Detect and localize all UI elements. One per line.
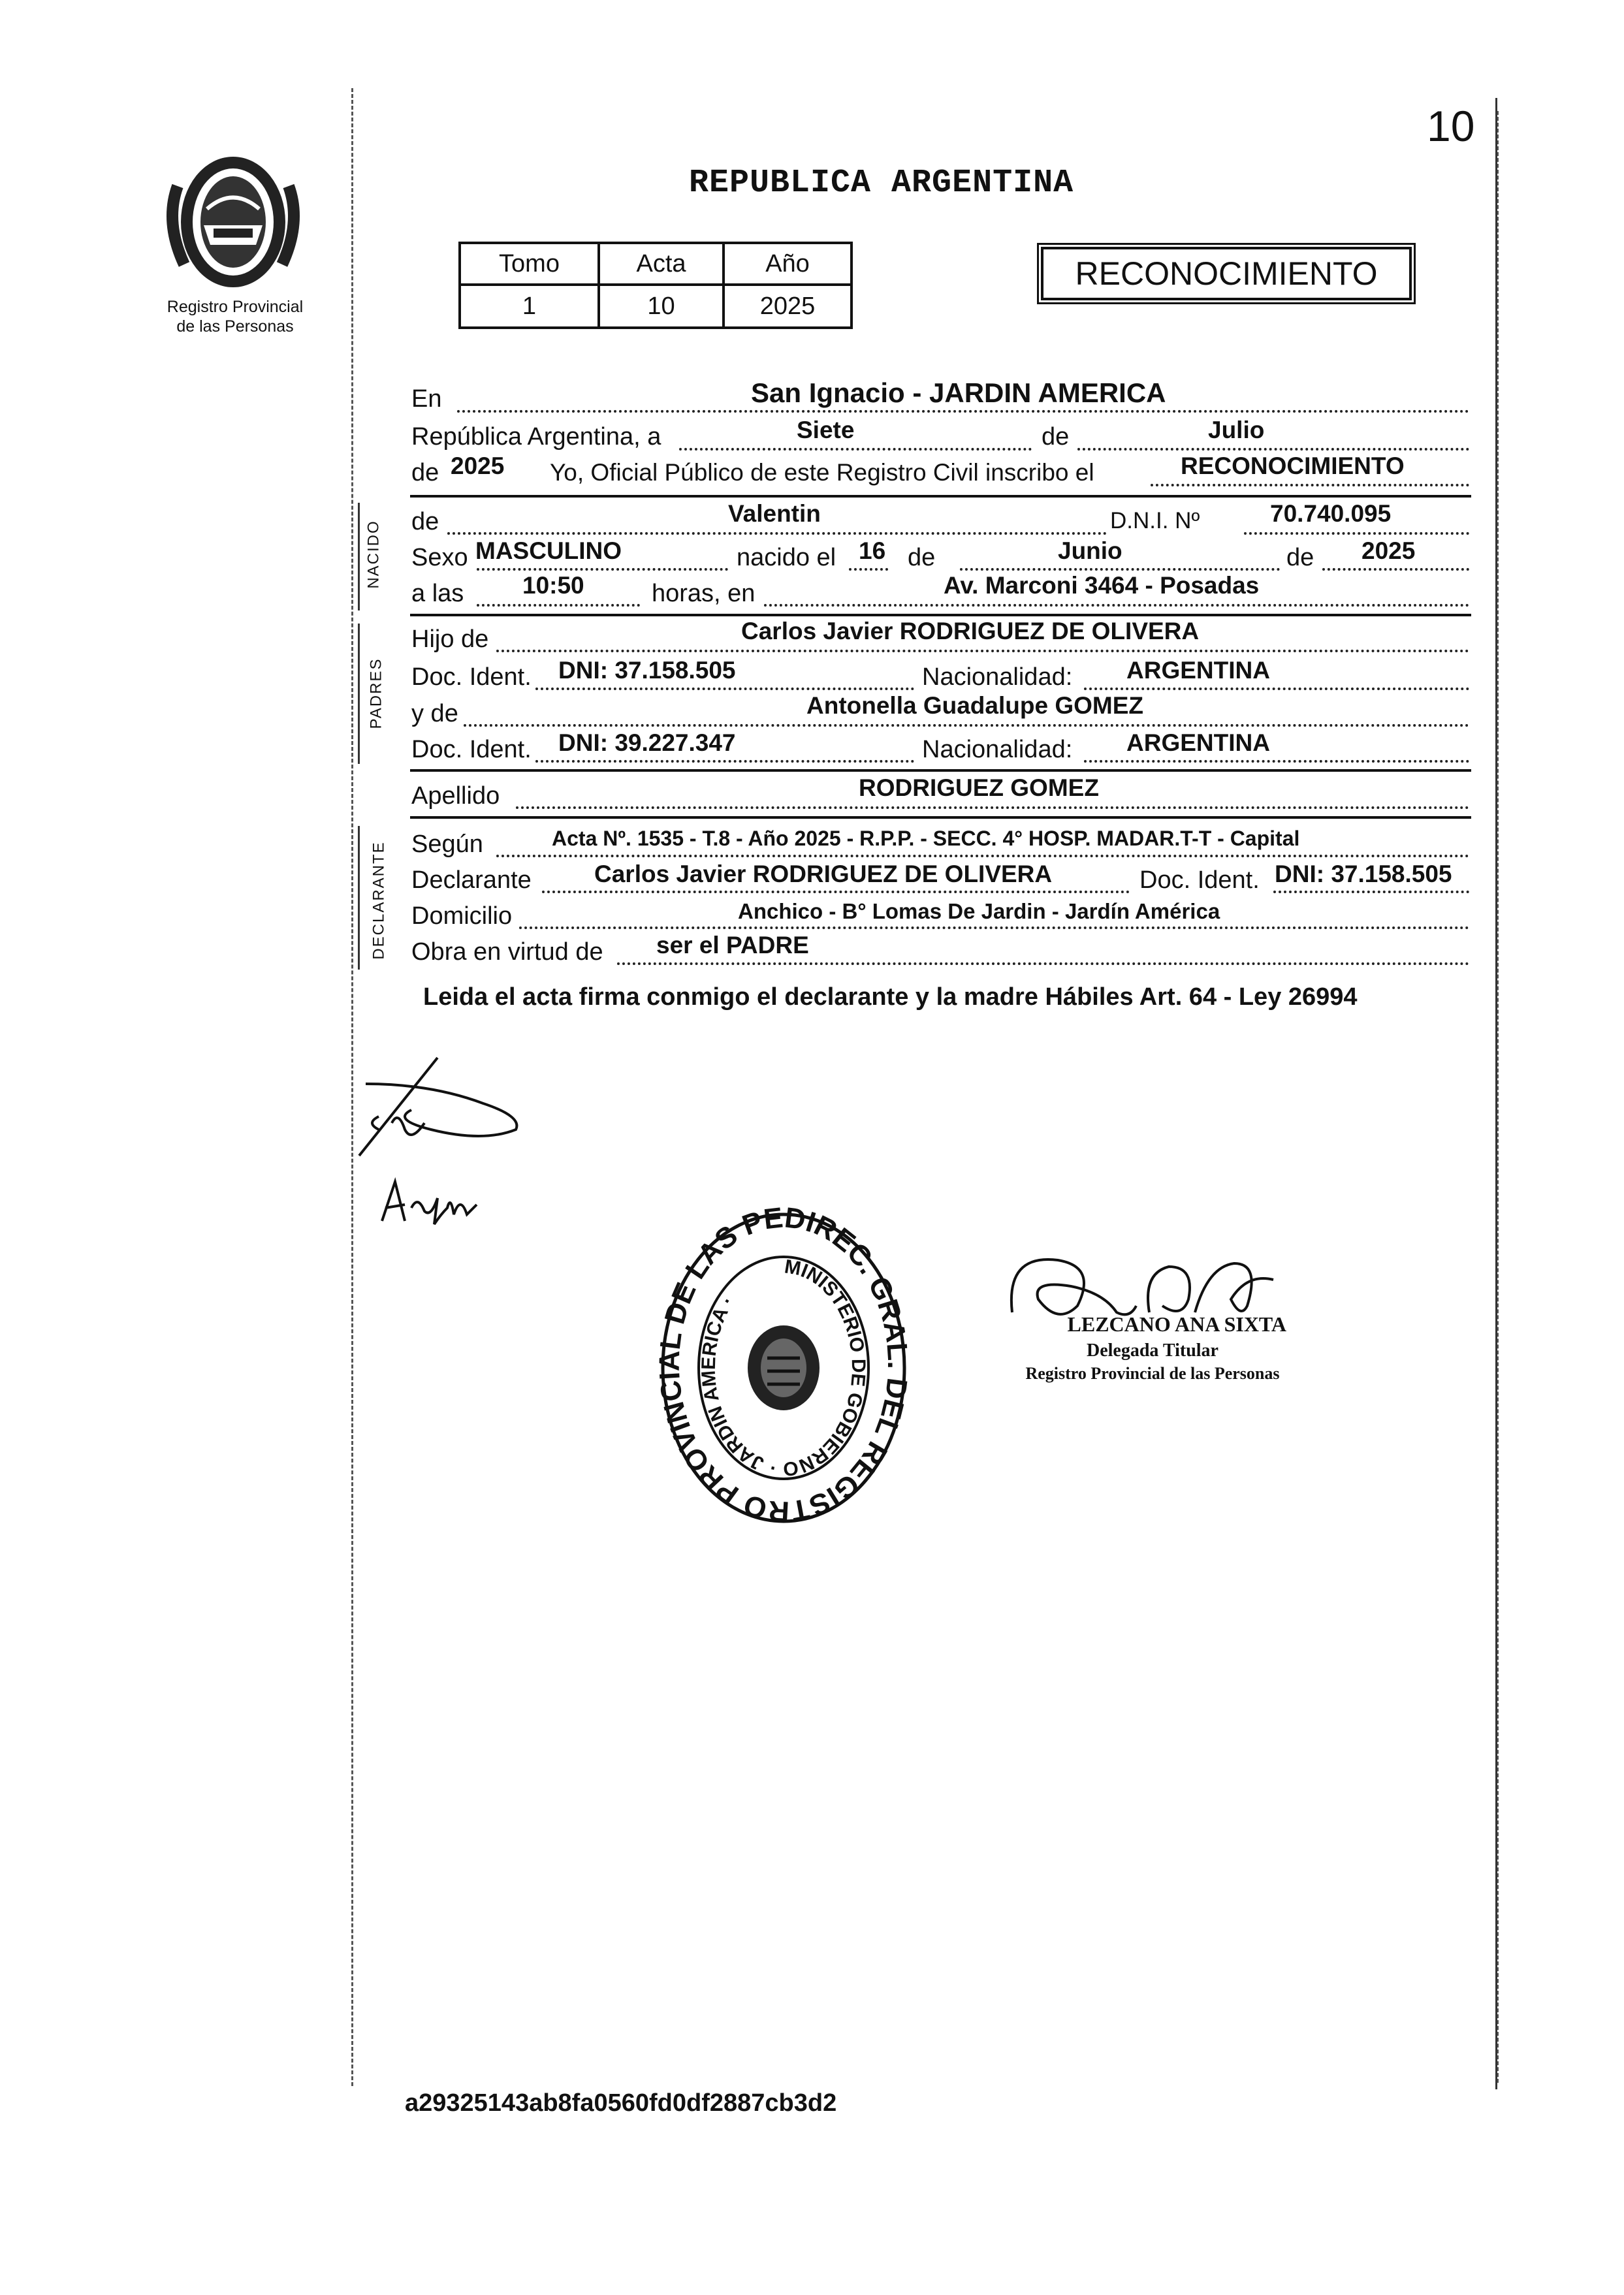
section-bracket <box>358 624 360 764</box>
dotted-line <box>477 568 728 571</box>
dotted-line <box>516 806 1469 809</box>
birth-day: 16 <box>859 537 886 564</box>
dotted-line <box>477 604 640 607</box>
domicilio-label: Domicilio <box>411 902 513 930</box>
dotted-line <box>764 604 1469 607</box>
separator <box>410 816 1471 819</box>
en-label: En <box>411 385 442 413</box>
mother-doc: DNI: 39.227.347 <box>558 729 736 756</box>
dotted-line <box>849 568 888 571</box>
yde-label: y de <box>411 700 458 727</box>
misiones-logo <box>158 147 308 297</box>
segun-value: Acta Nº. 1535 - T.8 - Año 2025 - R.P.P. - SECC. 4° HOSP. MADAR.T-T - Capital <box>552 827 1300 850</box>
dotted-line <box>1244 532 1469 535</box>
nacionalidad-label: Nacionalidad: <box>922 736 1073 763</box>
de-label: de <box>411 508 439 535</box>
table-cell: 2025 <box>724 285 852 328</box>
child-dni: 70.740.095 <box>1270 500 1392 527</box>
dotted-line <box>1151 484 1469 486</box>
official-title: Delegada Titular <box>1087 1340 1218 1361</box>
mother-nationality: ARGENTINA <box>1126 729 1270 756</box>
dotted-line <box>617 962 1469 965</box>
year-value: 2025 <box>451 452 505 479</box>
separator <box>410 769 1471 772</box>
de-label: de <box>411 459 439 486</box>
table-cell: 1 <box>460 285 599 328</box>
mother-name: Antonella Guadalupe GOMEZ <box>806 692 1143 719</box>
seal-inner-text: MINISTERIO DE GOBIERNO · JARDIN AMERICA · <box>697 1256 870 1480</box>
nacionalidad-label: Nacionalidad: <box>922 663 1073 691</box>
official-name: LEZCANO ANA SIXTA <box>1067 1312 1286 1336</box>
de-label: de <box>1042 423 1070 451</box>
domicilio-value: Anchico - B° Lomas De Jardin - Jardín América <box>738 899 1220 923</box>
child-name: Valentin <box>728 500 821 527</box>
birth-address: Av. Marconi 3464 - Posadas <box>944 572 1260 599</box>
dotted-line <box>960 568 1280 571</box>
document-hash: a29325143ab8fa0560fd0df2887cb3d2 <box>405 2089 837 2117</box>
section-label-declarante: DECLARANTE <box>370 841 388 960</box>
section-bracket <box>358 503 360 610</box>
dotted-line <box>535 688 914 690</box>
dotted-line <box>542 891 1130 893</box>
inscribo-label: Yo, Oficial Público de este Registro Civil inscribo el <box>550 459 1094 486</box>
dotted-line <box>496 855 1469 857</box>
dotted-line <box>1273 891 1469 893</box>
section-label-nacido: NACIDO <box>364 520 383 589</box>
table-cell: 10 <box>599 285 724 328</box>
segun-label: Según <box>411 831 483 858</box>
act-type-value: RECONOCIMIENTO <box>1181 452 1405 479</box>
apellido-label: Apellido <box>411 782 500 810</box>
sexo-value: MASCULINO <box>475 537 622 564</box>
father-doc: DNI: 37.158.505 <box>558 657 736 684</box>
dotted-line <box>1322 568 1469 571</box>
declarante-name: Carlos Javier RODRIGUEZ DE OLIVERA <box>594 861 1053 887</box>
table-header: Año <box>724 243 852 285</box>
apellido-value: RODRIGUEZ GOMEZ <box>859 774 1099 801</box>
de-label: de <box>908 544 936 571</box>
father-nationality: ARGENTINA <box>1126 657 1270 684</box>
de-label: de <box>1286 544 1314 571</box>
sexo-label: Sexo <box>411 544 468 571</box>
table-header: Acta <box>599 243 724 285</box>
month-value: Julio <box>1208 417 1265 443</box>
hijo-label: Hijo de <box>411 625 489 653</box>
page-number: 10 <box>1427 102 1475 150</box>
dotted-line <box>679 448 1032 451</box>
official-office: Registro Provincial de las Personas <box>1025 1364 1280 1383</box>
obra-label: Obra en virtud de <box>411 938 603 966</box>
nacido-label: nacido el <box>737 544 836 571</box>
dotted-line <box>535 760 914 763</box>
docid-label: Doc. Ident. <box>1139 866 1260 894</box>
mother-signature <box>375 1169 506 1241</box>
record-table <box>458 242 853 329</box>
docid-label: Doc. Ident. <box>411 736 532 763</box>
father-name: Carlos Javier RODRIGUEZ DE OLIVERA <box>741 618 1200 644</box>
dotted-line <box>519 926 1469 929</box>
dotted-line <box>1084 688 1469 690</box>
section-bracket <box>358 826 360 970</box>
section-label-padres: PADRES <box>367 657 385 729</box>
official-block <box>996 1312 1309 1384</box>
separator <box>410 495 1471 498</box>
dotted-line <box>457 410 1469 413</box>
place-value: San Ignacio - JARDIN AMERICA <box>751 377 1166 408</box>
declarante-label: Declarante <box>411 866 532 894</box>
birth-month: Junio <box>1058 537 1122 564</box>
table-header: Tomo <box>460 243 599 285</box>
declarante-doc: DNI: 37.158.505 <box>1275 861 1452 887</box>
logo-caption: Registro Provincial de las Personas <box>167 298 304 336</box>
alas-label: a las <box>411 580 464 607</box>
dotted-line <box>447 532 1107 535</box>
docid-label: Doc. Ident. <box>411 663 532 691</box>
closing-statement: Leida el acta firma conmigo el declarante y la madre Hábiles Art. 64 - Ley 26994 <box>423 983 1358 1011</box>
dotted-line <box>1077 448 1469 451</box>
obra-value: ser el PADRE <box>656 932 809 958</box>
dotted-line <box>1084 760 1469 763</box>
birth-time: 10:50 <box>522 572 584 599</box>
dotted-line <box>464 724 1469 727</box>
country-title: REPUBLICA ARGENTINA <box>689 165 1074 202</box>
birth-year: 2025 <box>1361 537 1416 564</box>
separator <box>410 614 1471 616</box>
horas-label: horas, en <box>652 580 756 607</box>
dni-label: D.N.I. Nº <box>1110 508 1200 533</box>
official-seal <box>646 1201 921 1541</box>
seal-outer-text: DIREC. GRAL. DEL REGISTRO PROVINCIAL DE LAS PE <box>653 1201 914 1528</box>
country-label: República Argentina, a <box>411 423 661 451</box>
dotted-line <box>496 650 1469 652</box>
right-margin-rule <box>1495 98 1497 2089</box>
day-value: Siete <box>797 417 855 443</box>
act-type-box: RECONOCIMIENTO <box>1041 247 1412 300</box>
